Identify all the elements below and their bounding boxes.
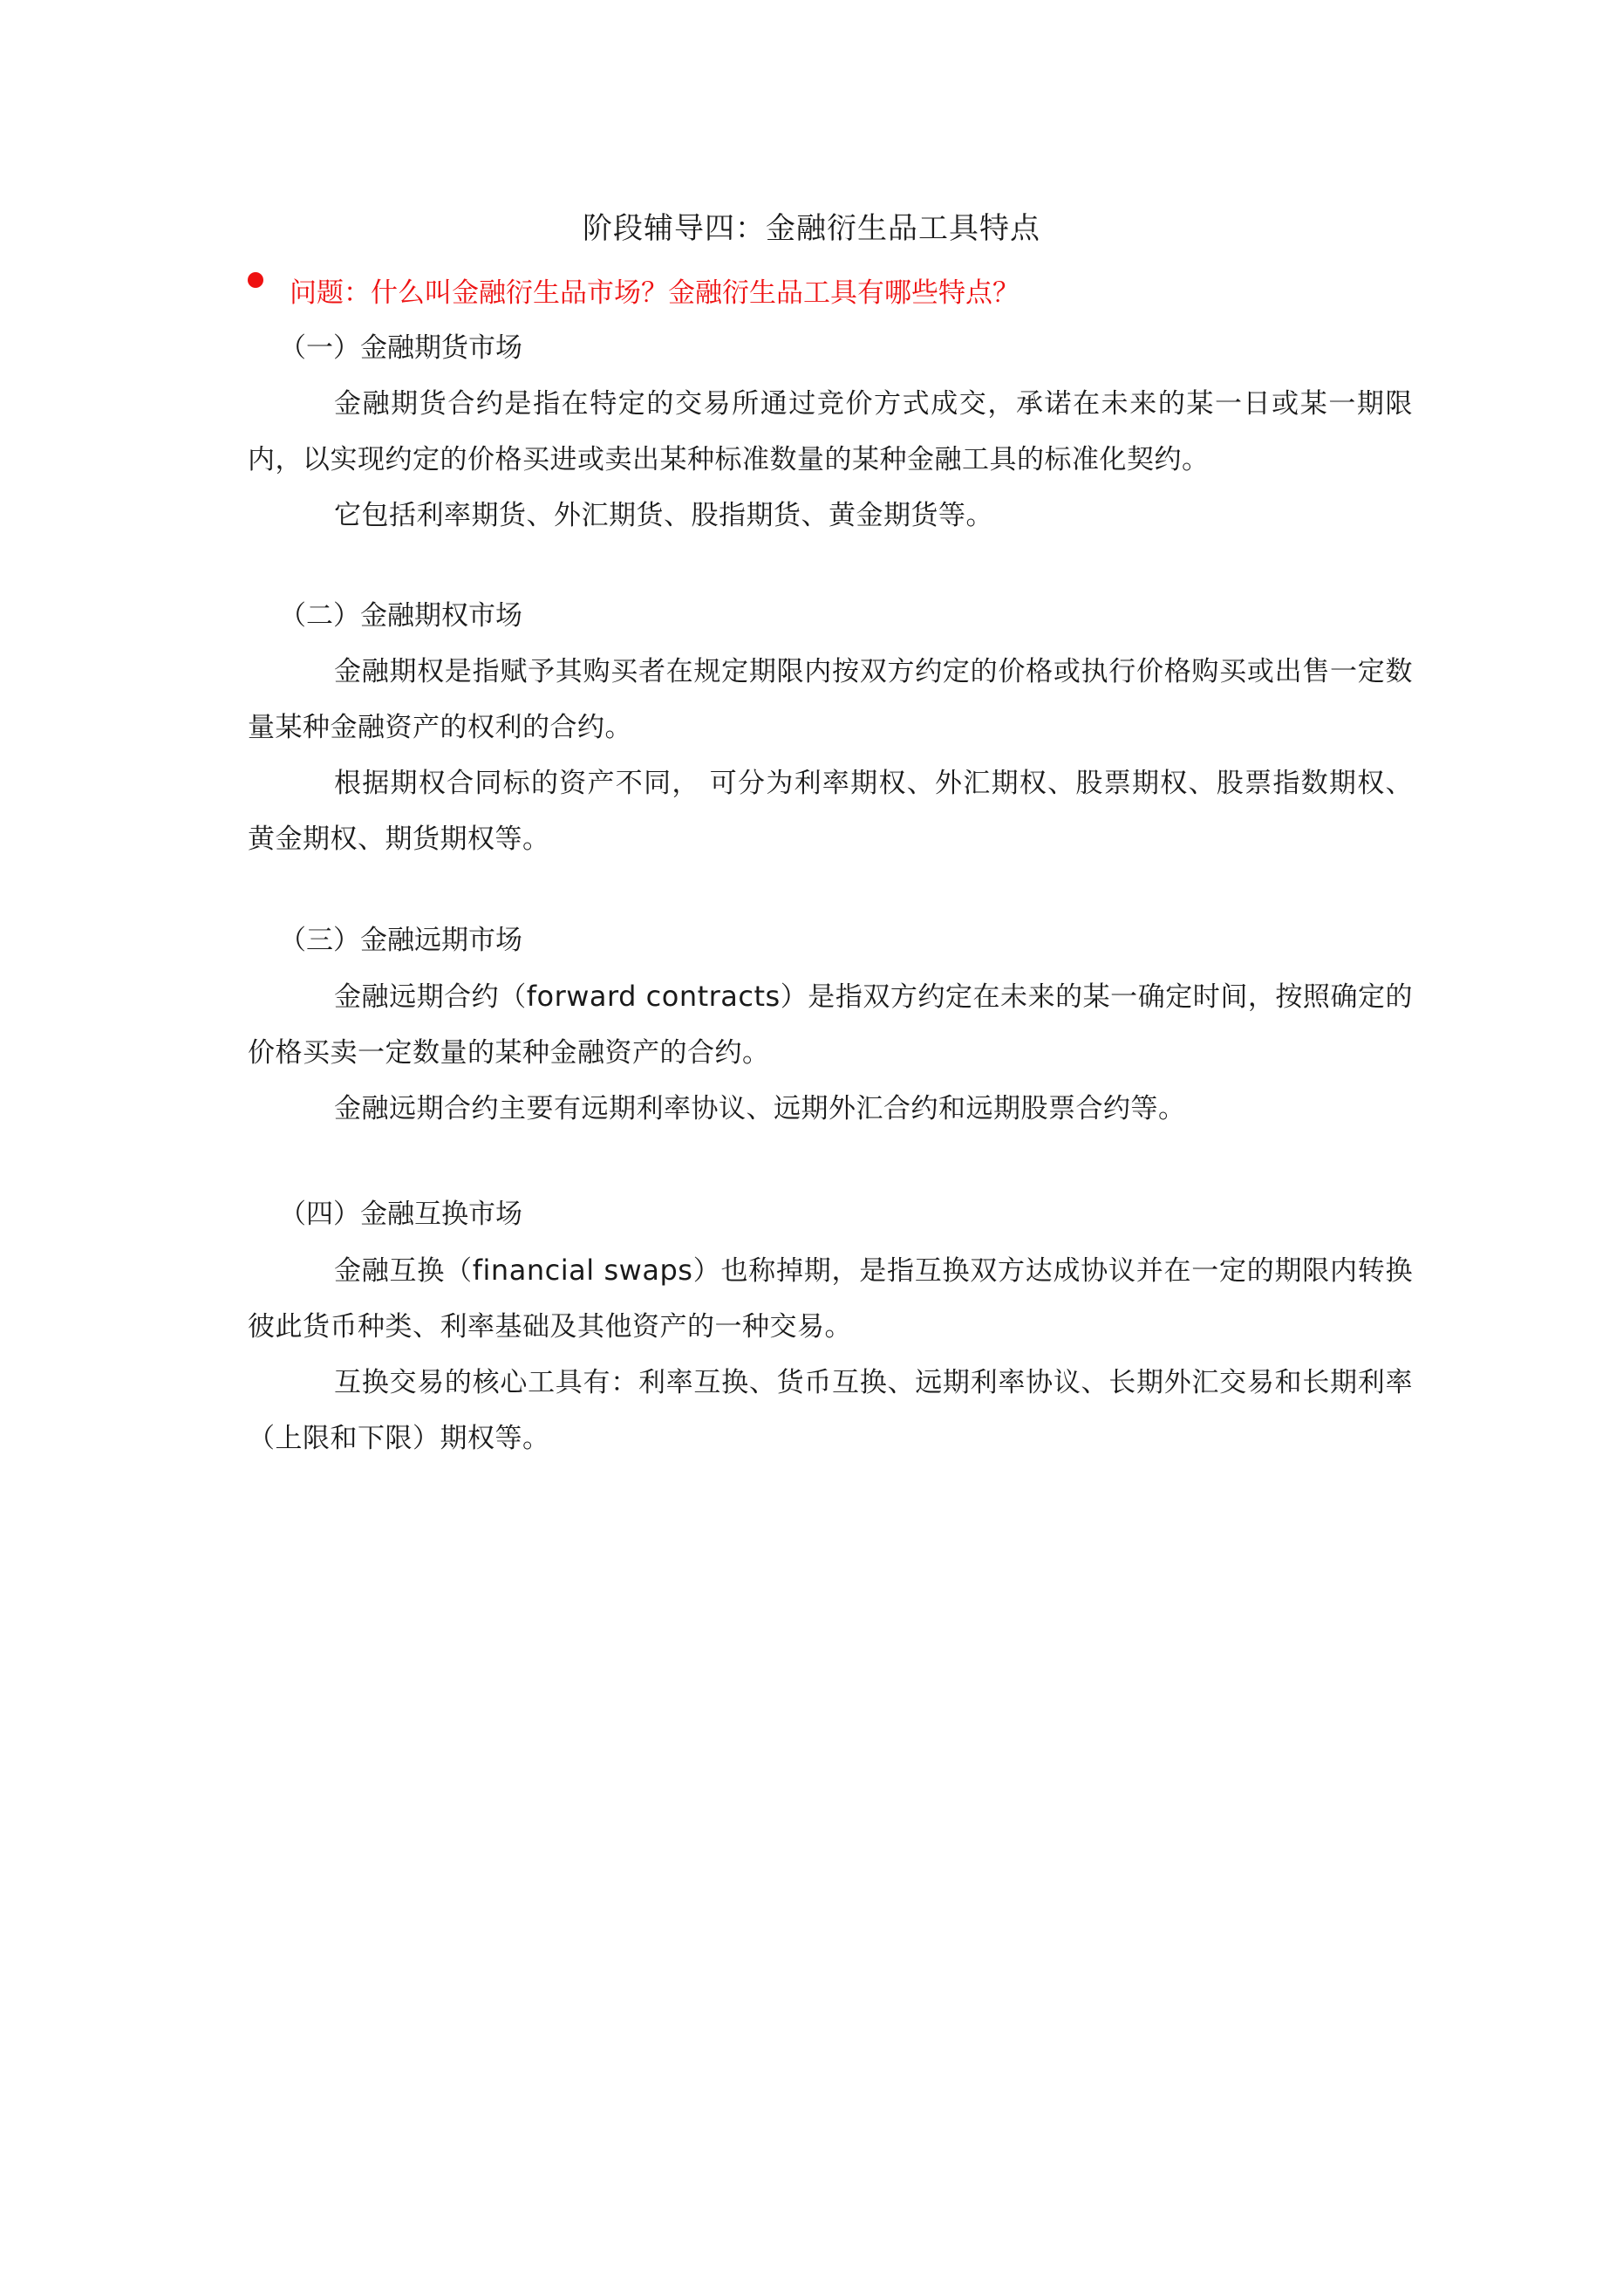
english-term: forward contracts: [526, 980, 781, 1013]
paragraph-text: 金融互换（: [334, 1255, 473, 1287]
section-heading: （二）金融期权市场: [279, 600, 522, 632]
section-paragraph: 金融期货合约是指在特定的交易所通过竞价方式成交，承诺在未来的某一日或某一期限内，以实现约定的价格买进或卖出某种标准数量的某种金融工具的标准化契约。: [248, 388, 1413, 475]
section-heading: （三）金融远期市场: [279, 925, 522, 956]
section-forwards: [248, 912, 1413, 1137]
document-title: 阶段辅导四：金融衍生品工具特点: [583, 211, 1040, 246]
section-paragraph: 互换交易的核心工具有：利率互换、货币互换、远期利率协议、长期外汇交易和长期利率（上限和下限）期权等。: [248, 1367, 1413, 1454]
paragraph-text: 金融远期合约（: [334, 981, 527, 1013]
paragraph-text: ）是指双方约定在未来的某一确定时间，按照确定的价格买卖一定数量的某种金融资产的合约。: [248, 981, 1414, 1069]
section-heading: （一）金融期货市场: [279, 332, 522, 364]
section-heading: （四）金融互换市场: [279, 1199, 522, 1230]
question-text: 问题：什么叫金融衍生品市场？金融衍生品工具有哪些特点？: [290, 277, 1019, 309]
section-paragraph: 金融期权是指赋予其购买者在规定期限内按双方约定的价格或执行价格购买或出售一定数量某种金融资产的权利的合约。: [248, 656, 1413, 743]
section-paragraph: [248, 1242, 1413, 1355]
section-futures: [248, 320, 1413, 543]
section-paragraph: [248, 968, 1413, 1081]
question-line: [246, 269, 1467, 312]
english-term: financial swaps: [472, 1254, 693, 1287]
section-swaps: [248, 1186, 1413, 1466]
bullet-dot-icon: [248, 272, 263, 288]
section-paragraph: 它包括利率期货、外汇期货、股指期货、黄金期货等。: [334, 500, 993, 531]
section-paragraph: 金融远期合约主要有远期利率协议、远期外汇合约和远期股票合约等。: [334, 1093, 1186, 1124]
paragraph-text: ）也称掉期，是指互换双方达成协议并在一定的期限内转换彼此货币种类、利率基础及其他资产的一种交易。: [248, 1255, 1414, 1343]
section-options: [248, 588, 1413, 867]
section-paragraph: 根据期权合同标的资产不同， 可分为利率期权、外汇期权、股票期权、股票指数期权、 黄金期权、期货期权等。: [248, 768, 1413, 855]
